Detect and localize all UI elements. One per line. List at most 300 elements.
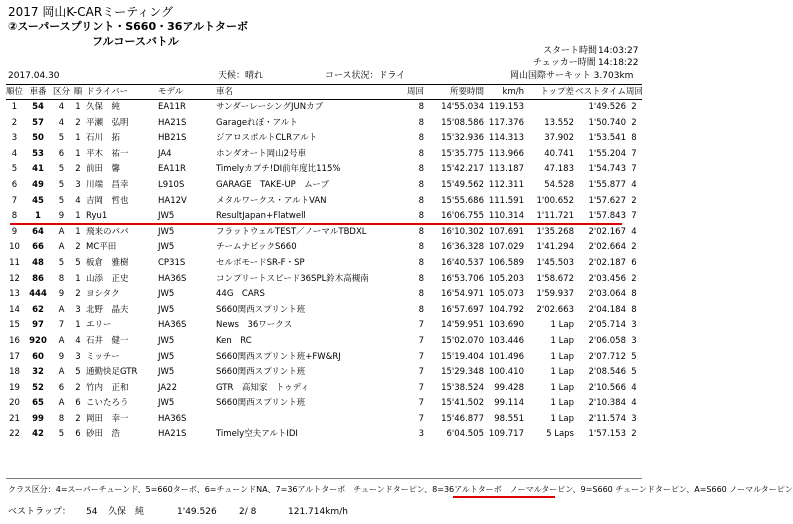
cell-best-lap: 2 — [631, 117, 637, 128]
cell-best-lap: 2 — [631, 429, 637, 440]
table-row — [6, 334, 642, 350]
cell-total-time: 15'08.586 — [441, 117, 484, 128]
cell-speed: 119.153 — [488, 102, 524, 112]
cell-pos: 22 — [9, 429, 20, 440]
cell-class-pos: 1 — [75, 211, 81, 222]
cell-model: HA12V — [158, 195, 187, 206]
cell-class-pos: 4 — [75, 335, 81, 346]
cell-total-time: 15'35.775 — [441, 148, 484, 159]
cell-pos: 17 — [9, 351, 20, 362]
cell-pos: 6 — [11, 179, 18, 190]
cell-car-no: 60 — [32, 351, 44, 362]
cell-laps: 7 — [418, 351, 424, 362]
cell-gap: 1 Lap — [550, 398, 574, 409]
cell-speed: 113.187 — [488, 164, 524, 175]
cell-laps: 7 — [418, 398, 424, 409]
cell-class: 5 — [58, 133, 65, 144]
cell-class: 9 — [58, 289, 65, 300]
cell-speed: 103.690 — [488, 320, 524, 331]
cell-best-lap: 4 — [631, 382, 637, 393]
table-row — [6, 396, 642, 412]
cell-car-no: 99 — [32, 413, 44, 424]
cell-total-time: 15'02.070 — [441, 335, 484, 346]
cell-model: HA36S — [158, 413, 187, 424]
cell-pos: 13 — [9, 289, 20, 300]
cell-total-time: 15'32.936 — [441, 133, 484, 144]
cell-speed: 111.591 — [488, 195, 524, 206]
cell-total-time: 15'49.562 — [441, 179, 484, 190]
cell-total-time: 15'55.686 — [441, 195, 484, 206]
cell-car-name: セルボモードSR-F・SP — [216, 257, 305, 268]
cell-car-no: 53 — [32, 148, 44, 159]
cell-class: A — [58, 242, 65, 253]
table-row — [6, 272, 642, 288]
cell-class: A — [58, 367, 65, 378]
cell-car-no: 42 — [32, 429, 44, 440]
cell-model: L910S — [158, 179, 185, 190]
cell-driver: 前田 馨 — [86, 164, 121, 175]
cell-class-pos: 1 — [75, 133, 81, 144]
footer-divider — [6, 478, 642, 479]
cell-best-lap: 2 — [631, 195, 637, 206]
cell-pos: 8 — [11, 211, 18, 222]
table-row — [6, 194, 642, 210]
cell-laps: 8 — [418, 195, 424, 206]
cell-best-time: 2'03.456 — [588, 273, 626, 284]
cell-best-time: 2'02.187 — [588, 257, 626, 268]
cell-car-no: 86 — [32, 273, 44, 284]
cell-best-lap: 7 — [631, 164, 637, 175]
cell-car-no: 54 — [32, 102, 44, 112]
cell-best-time: 2'05.714 — [588, 320, 626, 331]
col-header-driver: ドライバー — [86, 85, 158, 100]
cell-class-pos: 1 — [75, 226, 81, 237]
class-legend: クラス区分：4=スーパーチューンド、5=660ターボ、6=チューンドNA、7=36アルトターボ チューンドターピン、8=36アルトターボ ノーマルターピン、9=S660 チューンドターピン、A=S660 ノーマルターピン — [8, 485, 793, 494]
cell-total-time: 16'54.971 — [441, 289, 484, 300]
cell-best-time: 1'49.526 — [588, 102, 626, 112]
cell-class: 9 — [58, 211, 65, 222]
cell-class: 5 — [58, 164, 65, 175]
cell-driver: 吉岡 哲也 — [86, 195, 129, 206]
cell-pos: 9 — [11, 226, 18, 237]
cell-speed: 114.313 — [488, 133, 524, 144]
cell-total-time: 16'40.537 — [441, 257, 484, 268]
cell-driver: 北野 晶夫 — [86, 304, 129, 315]
cell-laps: 7 — [418, 320, 424, 331]
cell-pos: 4 — [11, 148, 18, 159]
cell-laps: 8 — [418, 102, 424, 112]
cell-total-time: 14'59.951 — [441, 320, 484, 331]
cell-driver: ヨシタク — [86, 289, 120, 300]
col-header-class-pos: 順 — [70, 85, 86, 100]
cell-model: EA11R — [158, 102, 186, 112]
cell-car-name: S660関西スプリント班 — [216, 367, 306, 378]
cell-car-no: 444 — [29, 289, 47, 300]
cell-car-name: 44G CARS — [216, 289, 265, 300]
cell-speed: 110.314 — [488, 211, 524, 222]
cell-best-time: 1'53.541 — [588, 133, 626, 144]
cell-model: JA4 — [158, 148, 172, 159]
cell-laps: 8 — [418, 273, 424, 284]
cell-speed: 104.792 — [488, 304, 524, 315]
cell-driver: 山添 正史 — [86, 273, 129, 284]
cell-model: JW5 — [158, 242, 175, 253]
cell-driver: 砂田 浩 — [86, 429, 121, 440]
cell-pos: 18 — [9, 367, 20, 378]
highlight-underline — [10, 223, 622, 225]
start-time: ：14:03:27 — [589, 46, 639, 56]
cell-driver: こいたろう — [86, 398, 129, 409]
cell-best-time: 2'06.058 — [588, 335, 626, 346]
cell-laps: 7 — [418, 335, 424, 346]
cell-driver: Ryu1 — [86, 211, 108, 222]
cell-car-name: ResultJapan+Flatwell — [216, 211, 306, 222]
cell-driver: 石川 拓 — [86, 133, 121, 144]
cell-gap: 1'41.294 — [536, 242, 574, 253]
table-row — [6, 412, 642, 428]
cell-car-name: フラットウェルTEST／ノーマルTBDXL — [216, 226, 367, 237]
results-table — [6, 84, 642, 443]
cell-driver: 石井 健一 — [86, 335, 129, 346]
cell-car-no: 64 — [32, 226, 44, 237]
cell-class: 9 — [58, 351, 65, 362]
weather: 天候：晴れ — [218, 71, 264, 81]
col-header-class: 区分 — [53, 85, 70, 100]
cell-class-pos: 1 — [75, 320, 81, 331]
cell-pos: 12 — [9, 273, 20, 284]
cell-best-time: 2'10.384 — [588, 398, 626, 409]
cell-gap: 2'02.663 — [536, 304, 574, 315]
cell-laps: 7 — [418, 382, 424, 393]
cell-gap: 1 Lap — [550, 320, 574, 331]
cell-best-lap: 2 — [631, 242, 637, 253]
cell-gap: 13.552 — [544, 117, 574, 128]
cell-driver: 久保 純 — [86, 102, 121, 112]
cell-class: A — [58, 335, 65, 346]
cell-total-time: 6'04.505 — [446, 429, 484, 440]
cell-model: JA22 — [158, 382, 177, 393]
cell-gap: 1'00.652 — [536, 195, 574, 206]
cell-pos: 2 — [11, 117, 18, 128]
start-label: スタート時間 — [543, 46, 598, 56]
cell-speed: 100.410 — [488, 367, 524, 378]
cell-class: A — [58, 398, 65, 409]
cell-class-pos: 2 — [75, 413, 81, 424]
cell-speed: 107.691 — [488, 226, 524, 237]
cell-model: JW5 — [158, 211, 175, 222]
col-header-best-time: ベストタイム — [574, 85, 626, 100]
cell-class: 6 — [58, 382, 65, 393]
cell-class: 4 — [58, 102, 65, 112]
cell-gap: 1'11.721 — [536, 211, 574, 222]
cell-total-time: 15'41.502 — [441, 398, 484, 409]
cell-car-name: ホンダオート岡山2号車 — [216, 148, 307, 159]
cell-class-pos: 4 — [75, 195, 81, 206]
cell-pos: 20 — [9, 398, 20, 409]
cell-car-name: Garageれぼ・アルト — [216, 117, 298, 128]
cell-class: 7 — [58, 320, 65, 331]
cell-best-time: 2'02.664 — [588, 242, 626, 253]
table-row — [6, 350, 642, 366]
cell-class-pos: 1 — [75, 102, 81, 112]
cell-car-no: 48 — [32, 257, 44, 268]
cell-gap — [524, 100, 574, 116]
cell-gap: 1 Lap — [550, 413, 574, 424]
cell-driver: 岡田 幸一 — [86, 413, 129, 424]
cell-speed: 105.073 — [488, 289, 524, 300]
cell-driver: 川端 昌幸 — [86, 179, 129, 190]
cell-laps: 8 — [418, 289, 424, 300]
cell-driver: 通勤快足GTR — [86, 367, 138, 378]
best-lap-speed: 121.714km/h — [288, 507, 348, 517]
cell-speed: 117.376 — [488, 117, 524, 128]
cell-car-name: Ken RC — [216, 335, 252, 346]
cell-best-time: 2'07.712 — [588, 351, 626, 362]
cell-car-no: 45 — [32, 195, 44, 206]
cell-total-time: 16'53.706 — [441, 273, 484, 284]
cell-best-time: 1'50.740 — [588, 117, 626, 128]
col-header-model: モデル — [158, 85, 216, 100]
cell-car-name: S660関西スプリント班 — [216, 304, 306, 315]
cell-driver: エリー — [86, 320, 112, 331]
cell-gap: 1'58.672 — [536, 273, 574, 284]
cell-gap: 47.183 — [544, 164, 574, 175]
cell-laps: 8 — [418, 304, 424, 315]
cell-car-no: 49 — [32, 179, 44, 190]
cell-class-pos: 6 — [75, 398, 81, 409]
cell-best-lap: 5 — [631, 351, 637, 362]
cell-class: A — [58, 226, 65, 237]
cell-class-pos: 6 — [75, 429, 81, 440]
cell-pos: 5 — [11, 164, 18, 175]
cell-best-lap: 7 — [631, 211, 637, 222]
cell-total-time: 15'19.404 — [441, 351, 484, 362]
cell-gap: 1 Lap — [550, 382, 574, 393]
col-header-gap: トップ差 — [524, 85, 574, 100]
cell-best-lap: 8 — [631, 133, 637, 144]
table-row — [6, 318, 642, 334]
cell-model: JW5 — [158, 398, 175, 409]
cell-speed: 109.717 — [488, 429, 524, 440]
cell-model: HA36S — [158, 273, 187, 284]
cell-best-time: 2'02.167 — [588, 226, 626, 237]
cell-speed: 99.114 — [494, 398, 524, 409]
cell-car-no: 1 — [35, 211, 41, 222]
cell-laps: 8 — [418, 226, 424, 237]
cell-car-name: サンダーレーシングJUNカブ — [216, 102, 324, 112]
cell-speed: 113.966 — [488, 148, 524, 159]
cell-best-lap: 4 — [631, 398, 637, 409]
cell-gap: 40.741 — [544, 148, 574, 159]
col-header-car-name: 車名 — [216, 85, 390, 100]
cell-best-time: 1'57.843 — [588, 211, 626, 222]
cell-car-name: ジアロスポルトCLRアルト — [216, 133, 318, 144]
cell-car-no: 62 — [32, 304, 44, 315]
table-row — [6, 427, 642, 443]
cell-model: JW5 — [158, 335, 175, 346]
cell-best-lap: 2 — [631, 273, 637, 284]
cell-class: 5 — [58, 179, 65, 190]
cell-model: JW5 — [158, 226, 175, 237]
cell-car-name: メタルワークス・アルトVAN — [216, 195, 327, 206]
table-row — [6, 303, 642, 319]
cell-total-time: 16'10.302 — [441, 226, 484, 237]
table-header — [6, 85, 642, 100]
cell-best-lap: 3 — [631, 413, 637, 424]
cell-car-name: GARAGE TAKE-UP ムーブ — [216, 179, 329, 190]
cell-driver: ミッチー — [86, 351, 120, 362]
cell-model: JW5 — [158, 351, 175, 362]
cell-pos: 10 — [9, 242, 20, 253]
cell-best-time: 1'55.877 — [588, 179, 626, 190]
cell-class-pos: 2 — [75, 117, 81, 128]
cell-pos: 1 — [11, 102, 18, 112]
cell-car-no: 65 — [32, 398, 44, 409]
col-header-total-time: 所要時間 — [424, 85, 484, 100]
cell-laps: 8 — [418, 164, 424, 175]
cell-class-pos: 2 — [75, 382, 81, 393]
cell-gap: 1 Lap — [550, 367, 574, 378]
cell-class-pos: 5 — [75, 257, 81, 268]
cell-speed: 106.589 — [488, 257, 524, 268]
cell-best-time: 1'57.627 — [588, 195, 626, 206]
cell-total-time: 15'29.348 — [441, 367, 484, 378]
cell-car-no: 50 — [32, 133, 44, 144]
cell-driver: 板倉 雅樹 — [86, 257, 129, 268]
best-lap-label: ベストラップ： — [8, 507, 71, 517]
cell-laps: 8 — [418, 257, 424, 268]
best-lap-lap: 2/ 8 — [239, 507, 257, 517]
cell-total-time: 16'36.328 — [441, 242, 484, 253]
cell-best-lap: 3 — [631, 320, 637, 331]
cell-laps: 3 — [418, 429, 424, 440]
cell-total-time: 16'06.755 — [441, 211, 484, 222]
cell-gap: 1'45.503 — [536, 257, 574, 268]
cell-driver: 飛来のパパ — [86, 226, 129, 237]
cell-laps: 8 — [418, 179, 424, 190]
col-header-laps: 周回 — [390, 85, 424, 100]
cell-model: HB21S — [158, 133, 187, 144]
cell-class: 8 — [58, 413, 65, 424]
cell-total-time: 15'46.877 — [441, 413, 484, 424]
cell-gap: 1 Lap — [550, 351, 574, 362]
col-header-car-no: 車番 — [23, 85, 53, 100]
best-lap-car: 54 — [86, 507, 98, 517]
table-row — [6, 162, 642, 178]
cell-pos: 21 — [9, 413, 20, 424]
cell-pos: 3 — [11, 133, 18, 144]
cell-car-name: Timely空夫アルトIDI — [216, 429, 298, 440]
cell-car-no: 32 — [32, 367, 44, 378]
cell-best-time: 1'57.153 — [588, 429, 626, 440]
cell-class: 5 — [58, 195, 65, 206]
cell-pos: 11 — [9, 257, 20, 268]
table-row — [6, 256, 642, 272]
cell-best-lap: 5 — [631, 367, 637, 378]
cell-car-name: S660関西スプリント班+FW&RJ — [216, 351, 341, 362]
cell-pos: 7 — [11, 195, 18, 206]
cell-pos: 19 — [9, 382, 20, 393]
cell-class: 5 — [58, 429, 65, 440]
table-row — [6, 116, 642, 132]
cell-gap: 1'59.937 — [536, 289, 574, 300]
table-row — [6, 365, 642, 381]
cell-speed: 103.446 — [488, 335, 524, 346]
cell-speed: 107.029 — [488, 242, 524, 253]
cell-pos: 14 — [9, 304, 20, 315]
race-date: 2017.04.30 — [8, 71, 60, 81]
cell-car-no: 66 — [32, 242, 44, 253]
cell-car-no: 97 — [32, 320, 44, 331]
event-title: 2017 岡山K-CARミーティング — [8, 5, 174, 19]
cell-car-no: 41 — [32, 164, 44, 175]
cell-total-time: 15'42.217 — [441, 164, 484, 175]
cell-total-time: 16'57.697 — [441, 304, 484, 315]
cell-best-lap: 3 — [631, 335, 637, 346]
cell-gap: 1 Lap — [550, 335, 574, 346]
cell-best-time: 1'54.743 — [588, 164, 626, 175]
cell-car-name: News 36ワークス — [216, 320, 293, 331]
best-lap-time: 1'49.526 — [177, 507, 217, 517]
cell-class: 5 — [58, 257, 65, 268]
cell-pos: 15 — [9, 320, 20, 331]
table-row — [6, 131, 642, 147]
cell-car-no: 920 — [29, 335, 47, 346]
cell-car-name: Timelyカプチ!DI前年度比115% — [216, 164, 341, 175]
cell-driver: MC平田 — [86, 242, 117, 253]
cell-model: JW5 — [158, 289, 175, 300]
race-title: ②スーパースプリント・S660・36アルトターボ — [8, 20, 248, 33]
table-row — [6, 147, 642, 163]
cell-best-lap: 4 — [631, 179, 637, 190]
cell-car-name — [216, 412, 390, 428]
cell-laps: 8 — [418, 242, 424, 253]
cell-best-lap: 7 — [631, 148, 637, 159]
cell-class-pos: 2 — [75, 242, 81, 253]
cell-model: HA21S — [158, 429, 187, 440]
cell-gap: 37.902 — [544, 133, 574, 144]
class-legend-underline — [453, 496, 555, 498]
cell-speed: 98.551 — [494, 413, 524, 424]
course-status: コース状況：ドライ — [325, 71, 406, 81]
cell-gap: 5 Laps — [546, 429, 574, 440]
cell-best-lap: 8 — [631, 289, 637, 300]
cell-model: JW5 — [158, 304, 175, 315]
cell-driver: 平木 祐一 — [86, 148, 129, 159]
cell-speed: 99.428 — [494, 382, 524, 393]
cell-class: 4 — [58, 117, 65, 128]
best-lap-driver: 久保 純 — [108, 507, 145, 517]
cell-class-pos: 3 — [75, 351, 81, 362]
cell-gap: 54.528 — [544, 179, 574, 190]
cell-class-pos: 5 — [75, 367, 81, 378]
cell-driver: 竹内 正和 — [86, 382, 129, 393]
cell-class: 8 — [58, 273, 65, 284]
cell-class-pos: 3 — [75, 179, 81, 190]
cell-car-name: コンプリートスピード36SPL鈴木高槻南 — [216, 273, 369, 284]
cell-model: EA11R — [158, 164, 186, 175]
cell-car-name: S660関西スプリント班 — [216, 398, 306, 409]
table-row — [6, 240, 642, 256]
cell-best-lap: 4 — [631, 226, 637, 237]
checker-label: チェッカー時間 — [533, 58, 596, 68]
cell-best-time: 2'04.184 — [588, 304, 626, 315]
cell-class: 6 — [58, 148, 65, 159]
cell-car-no: 52 — [32, 382, 44, 393]
cell-speed: 112.311 — [488, 179, 524, 190]
cell-pos: 16 — [9, 335, 20, 346]
cell-laps: 7 — [418, 413, 424, 424]
